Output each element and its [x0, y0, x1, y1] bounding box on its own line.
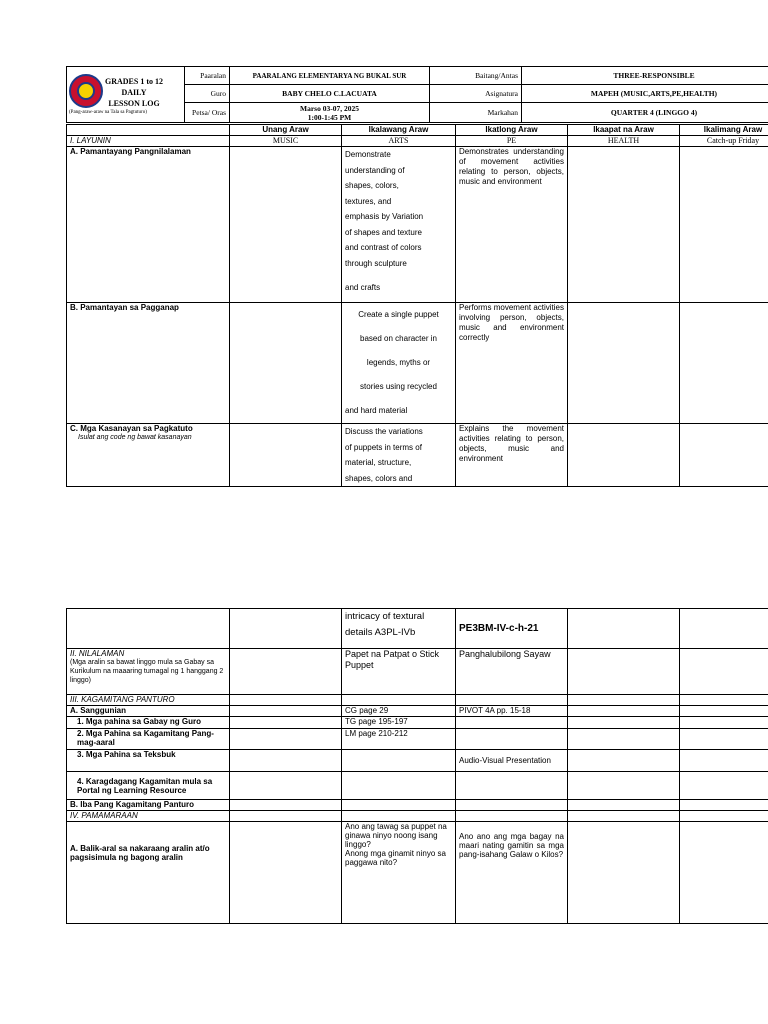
day-2-subject: ARTS	[342, 136, 456, 147]
nilalaman-label: II. NILALAMAN	[70, 649, 125, 658]
cont-music-cell	[230, 609, 342, 649]
b-arts-line: based on character in	[360, 334, 437, 343]
a-arts-line: emphasis by Variation	[345, 212, 424, 221]
b-arts-line: and hard material	[345, 406, 408, 415]
c-arts-line: shapes, colors and	[345, 473, 413, 483]
nil-music-cell	[230, 649, 342, 695]
c-arts-line: Discuss the variations	[345, 427, 423, 436]
nilalaman-arts: Papet na Patpat o Stick Puppet	[342, 649, 456, 695]
b-health-cell	[568, 303, 680, 424]
balik-aral-pe: Ano ano ang mga bagay na maari nating gamitin sa mga pang-isahang Galaw o Kilos?	[456, 822, 568, 924]
cont-pe-cell: PE3BM-IV-c-h-21	[456, 609, 568, 649]
teksbuk-pe: Audio-Visual Presentation	[456, 750, 568, 772]
a-arts-line: Demonstrate	[345, 150, 391, 159]
paaralan-value: PAARALANG ELEMENTARYA NG BUKAL SUR	[230, 67, 430, 85]
kagamitang-label: 2. Mga Pahina sa Kagamitang Pang-mag-aaral	[67, 729, 230, 750]
iba-label: B. Iba Pang Kagamitang Panturo	[67, 800, 230, 811]
form-title-line2: DAILY	[121, 87, 147, 97]
header-table	[66, 66, 768, 123]
c-music-cell	[230, 424, 342, 487]
a-arts-line: and contrast of colors	[345, 243, 422, 252]
b-music-cell	[230, 303, 342, 424]
a-arts-line: shapes, colors,	[345, 181, 399, 190]
markahan-value: QUARTER 4 (LINGGO 4)	[522, 103, 768, 123]
asignatura-label: Asignatura	[430, 85, 522, 103]
gabay-arts: TG page 195-197	[342, 717, 456, 729]
kasanayan-sub: Isulat ang code ng bawat kasanayan	[78, 434, 192, 441]
content-table	[66, 608, 768, 924]
b-arts-line: stories using recycled	[360, 382, 437, 391]
pamamaraan-label: IV. PAMAMARAAN	[67, 811, 230, 822]
form-title-line3: LESSON LOG	[108, 98, 160, 108]
a-arts-line: through sculpture	[345, 258, 407, 268]
karagdagang-label: 4. Karagdagang Kagamitan mula sa Portal ng Learning Resource	[67, 772, 230, 800]
balik-aral-arts: Ano ang tawag sa puppet na ginawa ninyo noong isang linggo? Anong mga ginamit ninyo sa paggawa nito?	[342, 822, 456, 924]
day-4-subject: HEALTH	[568, 136, 680, 147]
c-pe-cell: Explains the movement activities relating to person, objects, music and environment	[456, 424, 568, 487]
blank-corner	[67, 125, 230, 136]
b-arts-cell	[342, 303, 456, 424]
day-4-heading: Ikaapat na Araw	[568, 125, 680, 136]
c-arts-line: material, structure,	[345, 458, 412, 467]
a-pe-cell: Demonstrates understanding of movement activities relating to person, objects, music and environment	[456, 147, 568, 303]
balik-aral-label: A. Balik-aral sa nakaraang aralin at/o pagsisimula ng bagong aralin	[67, 822, 230, 924]
day-1-heading: Unang Araw	[230, 125, 342, 136]
a-arts-line: and crafts	[345, 283, 381, 292]
kasanayan-label: C. Mga Kasanayan sa Pagkatuto	[70, 424, 193, 433]
school-logo-cell	[67, 67, 185, 123]
layunin-heading: I. LAYUNIN	[67, 136, 230, 147]
b-friday-cell	[680, 303, 768, 424]
form-subtitle: (Pang-araw-araw na Tala sa Pagtuturo)	[69, 109, 147, 115]
a-arts-line: textures, and	[345, 196, 392, 206]
b-arts-line: Create a single puppet	[358, 310, 439, 319]
objectives-table	[66, 124, 768, 487]
kagamitan-label: III. KAGAMITANG PANTURO	[67, 695, 230, 706]
a-music-cell	[230, 147, 342, 303]
petsa-date: Marso 03-07, 2025	[300, 103, 359, 113]
a-friday-cell	[680, 147, 768, 303]
c-arts-line: of puppets in terms of	[345, 442, 422, 452]
a-arts-line: understanding of	[345, 165, 405, 175]
markahan-label: Markahan	[430, 103, 522, 123]
c-friday-cell	[680, 424, 768, 487]
cont-health-cell	[568, 609, 680, 649]
day-5-heading: Ikalimang Araw	[680, 125, 768, 136]
cont-arts-line: intricacy of textural	[345, 611, 425, 622]
b-arts-line: legends, myths or	[366, 358, 431, 367]
paaralan-label: Paaralan	[185, 67, 230, 85]
c-health-cell	[568, 424, 680, 487]
sanggunian-label: A. Sanggunian	[67, 706, 230, 717]
petsa-value	[230, 103, 430, 123]
b-pe-cell: Performs movement activities involving person, objects, music and environment correctly	[456, 303, 568, 424]
teksbuk-label: 3. Mga Pahina sa Teksbuk	[67, 750, 230, 772]
day-3-heading: Ikatlong Araw	[456, 125, 568, 136]
cont-label-cell	[67, 609, 230, 649]
petsa-time: 1:00-1:45 PM	[307, 112, 352, 122]
a-arts-cell	[342, 147, 456, 303]
day-1-subject: MUSIC	[230, 136, 342, 147]
nil-friday-cell	[680, 649, 768, 695]
baitang-label: Baitang/Antas	[430, 67, 522, 85]
day-2-heading: Ikalawang Araw	[342, 125, 456, 136]
guro-label: Guro	[185, 85, 230, 103]
nilalaman-pe: Panghalubilong Sayaw	[456, 649, 568, 695]
day-5-subject: Catch-up Friday	[680, 136, 768, 147]
day-3-subject: PE	[456, 136, 568, 147]
c-arts-cell	[342, 424, 456, 487]
sanggunian-pe: PIVOT 4A pp. 15-18	[456, 706, 568, 717]
cont-arts-line: details A3PL-IVb	[345, 627, 416, 638]
kasanayan-cell	[67, 424, 230, 487]
nil-health-cell	[568, 649, 680, 695]
form-title-line1: GRADES 1 to 12	[105, 76, 164, 86]
deped-logo-icon	[69, 74, 103, 108]
pamantayan-sa-pagganap-label: B. Pamantayan sa Pagganap	[67, 303, 230, 424]
nilalaman-cell	[67, 649, 230, 695]
asignatura-value: MAPEH (MUSIC,ARTS,PE,HEALTH)	[522, 85, 768, 103]
gabay-label: 1. Mga pahina sa Gabay ng Guro	[67, 717, 230, 729]
baitang-value: THREE-RESPONSIBLE	[522, 67, 768, 85]
petsa-label: Petsa/ Oras	[185, 103, 230, 123]
a-health-cell	[568, 147, 680, 303]
a-arts-spacer	[345, 271, 452, 280]
sanggunian-arts: CG page 29	[342, 706, 456, 717]
a-arts-line: of shapes and texture	[345, 227, 422, 237]
cont-friday-cell	[680, 609, 768, 649]
kagamitang-arts: LM page 210-212	[342, 729, 456, 750]
nilalaman-sub: (Mga aralin sa bawat linggo mula sa Gabay sa Kurikulum na maaaring tumagal ng 1 hanggang 2 linggo)	[70, 659, 224, 684]
cont-arts-cell	[342, 609, 456, 649]
pamantayang-pangnilalaman-label: A. Pamantayang Pangnilalaman	[67, 147, 230, 303]
guro-value: BABY CHELO C.LACUATA	[230, 85, 430, 103]
